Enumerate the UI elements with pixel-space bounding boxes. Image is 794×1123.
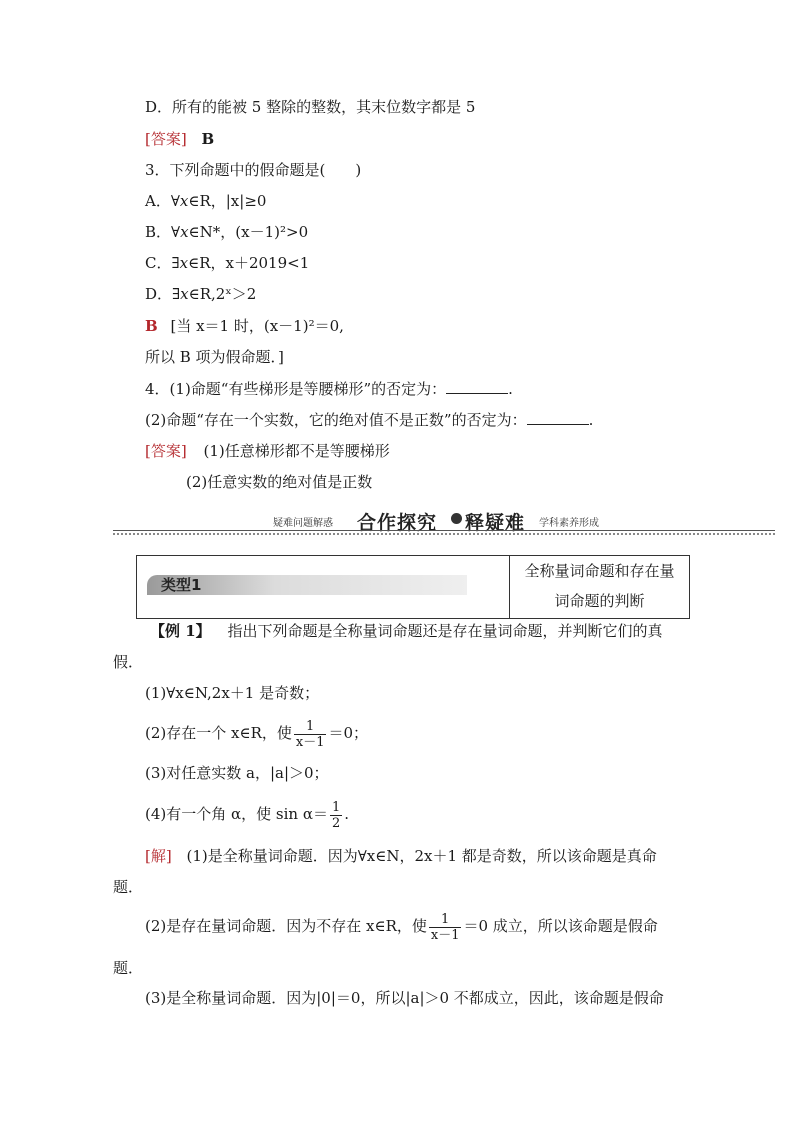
section-banner <box>113 508 775 534</box>
problem-2 <box>145 713 368 753</box>
solution-3: (3)是全称量词命题．因为|0|＝0，所以|a|＞0 不都成立，因此，该命题是假命 <box>145 989 664 1007</box>
answer-text-1: (1)任意梯形都不是等腰梯形 <box>203 442 390 460</box>
answer-tag: [答案] <box>145 130 187 148</box>
solution-2 <box>145 906 658 946</box>
fraction-denominator: x－1 <box>295 734 325 750</box>
answer-row-3 <box>145 441 390 461</box>
fraction <box>330 800 342 831</box>
problem-2-text: (2)存在一个 x∈R，使 <box>145 724 292 742</box>
example-label: 【例 1】 <box>150 622 211 640</box>
problem-4-text: (4)有一个角 α，使 sin α＝ <box>145 805 328 823</box>
solution-tag: [解] <box>145 847 172 865</box>
fraction <box>294 719 327 750</box>
banner-left-caption: 疑难问题解惑 <box>273 518 333 529</box>
option-c: C．∃x∈R，x＋2019<1 <box>145 254 310 272</box>
solution-1-cont: 题． <box>113 878 144 896</box>
fraction-numerator: 1 <box>331 799 341 815</box>
question-4-1-text: 4．(1)命题“有些梯形是等腰梯形”的否定为： <box>145 380 447 398</box>
type-title-line-1: 全称量词命题和存在量 <box>524 562 675 580</box>
type-tag-label: 类型1 <box>161 576 202 594</box>
solution-1 <box>145 846 657 866</box>
solution-2-end: ＝0 成立，所以该命题是假命 <box>463 917 658 935</box>
option-b-prefix: B．∀ <box>145 223 181 241</box>
banner-dot-icon <box>451 513 462 524</box>
banner-dotted-rule <box>113 533 775 535</box>
example-text-cont: 假． <box>113 653 144 671</box>
option-a-body: ∈R，|x|≥0 <box>188 192 267 210</box>
option-d-prefix: D．∃ <box>145 285 181 303</box>
answer-explanation-2: 所以 B 项为假命题．] <box>145 348 284 366</box>
banner-title-a: 合作探究 <box>357 512 438 534</box>
solution-1-text: (1)是全称量词命题．因为∀x∈N，2x＋1 都是奇数，所以该命题是真命 <box>186 847 657 865</box>
problem-3: (3)对任意实数 a，|a|＞0； <box>145 764 329 782</box>
answer-explanation: [当 x＝1 时，(x－1)²＝0, <box>170 317 344 335</box>
banner-right-caption: 学科素养形成 <box>539 518 599 529</box>
answer-row-1 <box>145 129 214 149</box>
problem-1: (1)∀x∈N,2x＋1 是奇数； <box>145 684 320 702</box>
blank-line <box>446 379 508 394</box>
option-a: A．∀x∈R，|x|≥0 <box>145 192 267 210</box>
question-4-part-1: 4．(1)命题“有些梯形是等腰梯形”的否定为： . <box>145 380 513 398</box>
type-title-line-2: 词命题的判断 <box>554 592 645 610</box>
type-tag <box>147 575 467 595</box>
question-3: 3．下列命题中的假命题是( ) <box>145 161 362 179</box>
question-4-2-text: (2)命题“存在一个实数，它的绝对值不是正数”的否定为： <box>145 411 527 429</box>
banner-rule <box>113 530 775 531</box>
fraction-numerator: 1 <box>429 912 462 928</box>
option-d-body: ∈R,2ˣ＞2 <box>188 285 257 303</box>
type-box-title <box>510 556 689 616</box>
option-d-prev: D．所有的能被 5 整除的整数，其末位数字都是 5 <box>145 98 476 116</box>
banner-title-b: 释疑难 <box>465 512 526 534</box>
option-b: B．∀x∈N*，(x－1)²>0 <box>145 223 309 241</box>
fraction-denominator: 2 <box>331 815 341 831</box>
option-a-prefix: A．∀ <box>145 192 180 210</box>
option-b-body: ∈N*，(x－1)²>0 <box>188 223 309 241</box>
solution-2-text: (2)是存在量词命题．因为不存在 x∈R，使 <box>145 917 427 935</box>
solution-2-cont: 题． <box>113 959 144 977</box>
fraction <box>429 912 462 943</box>
option-d: D．∃x∈R,2ˣ＞2 <box>145 285 257 303</box>
blank-line <box>527 410 589 425</box>
answer-text-2: (2)任意实数的绝对值是正数 <box>186 473 373 491</box>
type-box <box>136 555 690 619</box>
answer-value: B <box>201 130 215 148</box>
fraction-denominator: x－1 <box>430 927 460 943</box>
question-4-part-2: (2)命题“存在一个实数，它的绝对值不是正数”的否定为： . <box>145 411 594 429</box>
option-c-body: ∈R，x＋2019<1 <box>188 254 310 272</box>
problem-4-end: . <box>344 805 350 823</box>
problem-4 <box>145 794 349 834</box>
answer-letter: B <box>145 317 158 335</box>
option-c-prefix: C．∃ <box>145 254 180 272</box>
answer-tag: [答案] <box>145 442 187 460</box>
fraction-numerator: 1 <box>294 719 327 735</box>
answer-row-2 <box>145 316 344 336</box>
example-text: 指出下列命题是全称量词命题还是存在量词命题，并判断它们的真 <box>227 622 663 640</box>
example-heading <box>150 621 662 641</box>
problem-2-end: ＝0； <box>328 724 369 742</box>
